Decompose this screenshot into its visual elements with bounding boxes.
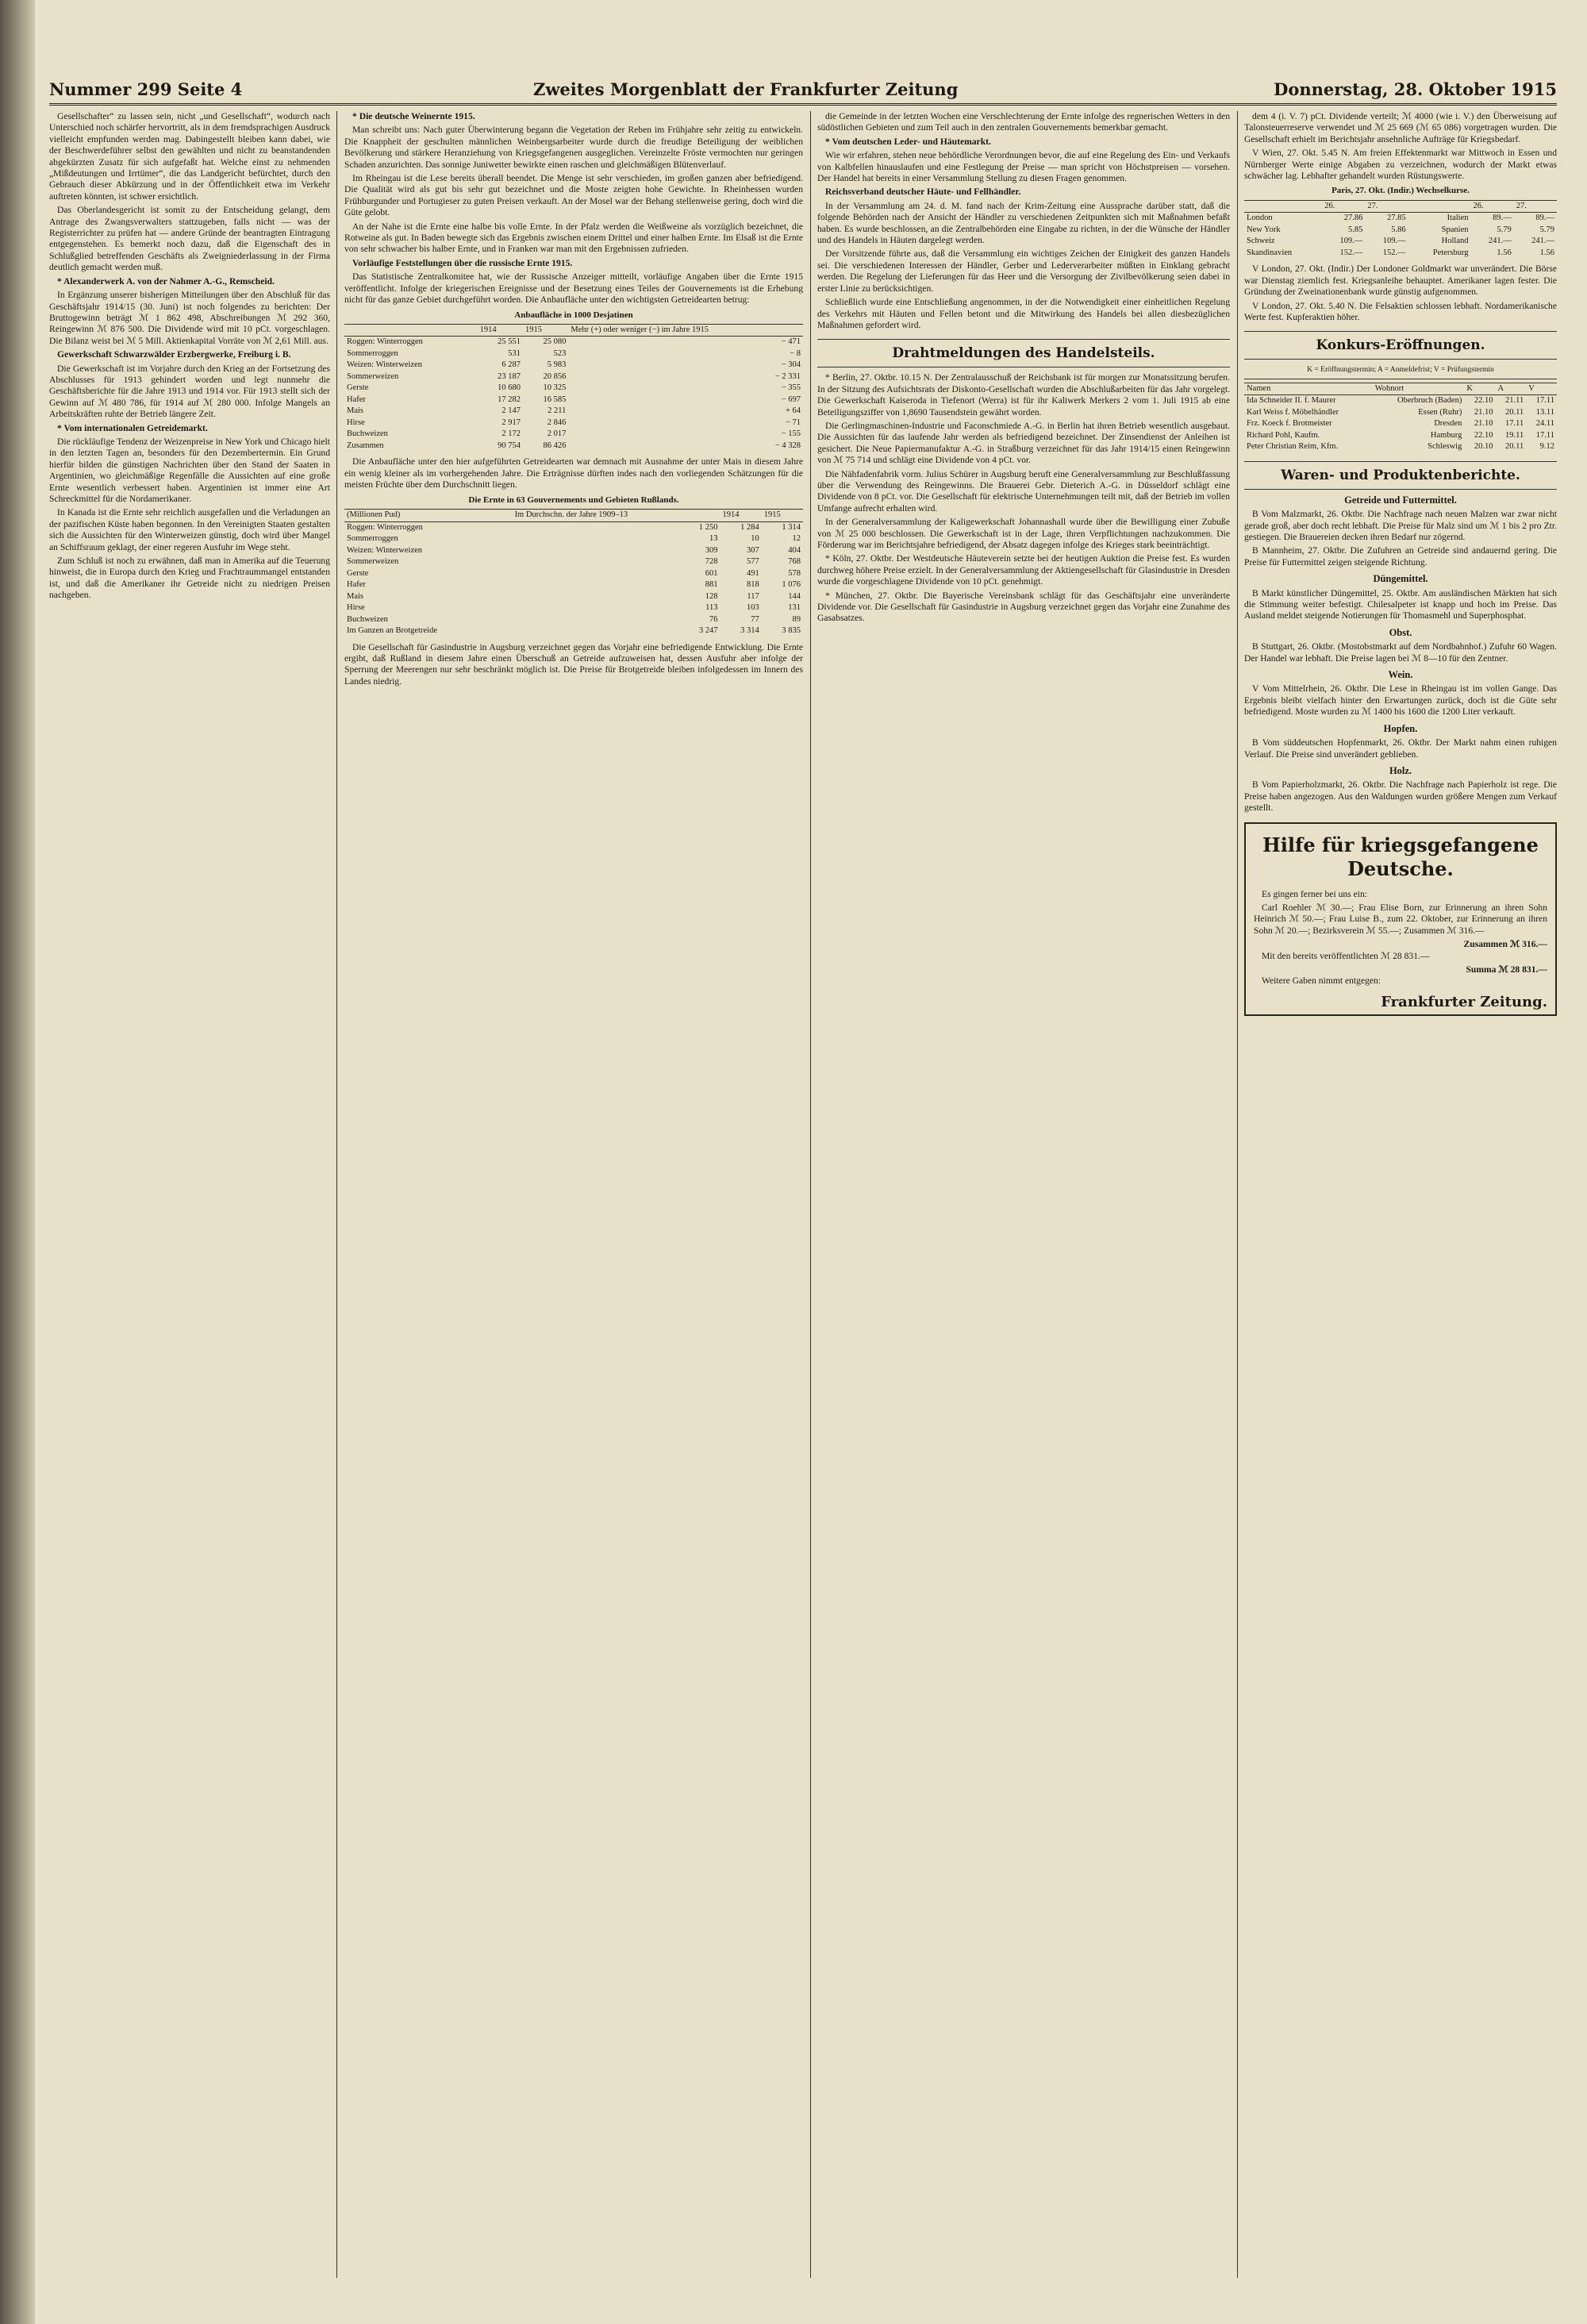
issue-number: Nummer 299 Seite 4: [49, 79, 243, 99]
table-row: [344, 406, 803, 417]
table-cell: 241.—: [1531, 237, 1554, 246]
article-paragraph: Die Gewerkschaft ist im Vorjahre durch den Krieg an der Fortsetzung des Abschlusses für 1913 gehindert worden und legt nunmehr die Geschäftsberichte für die Jahre 1913 und 1914 vor. Für 1913 stellt sich der Gewinn auf ℳ 480 786, für 1914 auf ℳ 280 000. Infolge Mangels an Arbeitskräften ruhte der Betrieb längere Zeit.: [49, 363, 330, 420]
donation-note: Weitere Gaben nimmt entgegen:: [1262, 975, 1381, 987]
table-cell: 89.—: [1535, 214, 1554, 223]
table-header-cell: 26.: [1471, 200, 1514, 213]
article-heading: * Vom internationalen Getreidemarkt.: [57, 422, 208, 433]
table-header-cell: K: [1464, 383, 1495, 395]
table-cell: 128: [705, 591, 718, 601]
table-header-cell: 26.: [1322, 200, 1365, 213]
table-row: [344, 360, 803, 371]
table-cell: Mais: [347, 591, 363, 601]
donation-total: Summa ℳ 28 831.—: [1466, 964, 1547, 975]
table-row: [344, 625, 803, 637]
table-cell: Hirse: [347, 603, 365, 613]
table-row: [344, 348, 803, 360]
table-cell: 3 835: [782, 626, 801, 636]
table-row: [344, 394, 803, 406]
table-cell: 103: [747, 603, 759, 613]
table-cell: 131: [788, 603, 801, 613]
table-cell: 144: [788, 591, 801, 601]
subsection-heading: Düngemittel.: [1373, 573, 1428, 585]
section-heading: Drahtmeldungen des Handelsteils.: [817, 339, 1230, 367]
table-cell: Buchweizen: [347, 429, 388, 439]
table-cell: 21.11: [1505, 396, 1524, 406]
table-cell: Gerste: [347, 568, 369, 578]
table-cell: 531: [508, 348, 521, 358]
table-cell: − 155: [781, 429, 801, 439]
table-cell: 2 147: [501, 406, 521, 416]
article-paragraph: Die Gerlingmaschinen-Industrie und Faconschmiede A.-G. in Berlin hat ihren Betrieb wesentlich ausgebaut. Die Aussichten für das laufende Jahr werden als befriedigend bezeichnet. Der Zinsendienst der Anleihen ist gesichert. Die Neue Papiermanufaktur A.-G. in Straßburg verzeichnet für das Jahr 1914/15 einen Reingewinn von ℳ 75 714 und schlägt eine Dividende von 4 pCt. vor.: [817, 420, 1230, 466]
newspaper-title: Zweites Morgenblatt der Frankfurter Zeitung: [533, 79, 959, 99]
table-cell: 1.56: [1539, 248, 1554, 257]
table-cell: 17.11: [1505, 419, 1524, 429]
column-rule: [336, 111, 337, 2278]
table-cell: 25 551: [498, 337, 521, 347]
table-header-row: [344, 510, 803, 522]
table-row: [344, 383, 803, 394]
table-title: Paris, 27. Okt. (Indir.) Wechselkurse.: [1331, 186, 1470, 196]
table-cell: 404: [788, 545, 801, 555]
table-cell: 90 754: [498, 441, 521, 450]
table-cell: 22.10: [1474, 430, 1493, 440]
column-4: [1244, 111, 1557, 2278]
table-cell: Spanien: [1441, 225, 1469, 234]
table-cell: 19.11: [1505, 430, 1524, 440]
table-cell: + 64: [785, 406, 801, 416]
table-cell: 5.86: [1391, 225, 1406, 234]
table-cell: Hafer: [347, 394, 366, 404]
table-header-cell: Mehr (+) oder weniger (−) im Jahre 1915: [568, 324, 803, 337]
table-cell: 109.—: [1339, 237, 1363, 246]
article-paragraph: V Vom Mittelrhein, 26. Oktbr. Die Lese in Rheingau ist im vollen Gange. Das Ergebnis bleibt vielfach hinter den Erwartungen zurück, doch ist die Güte sehr befriedigend. Moste wurden zu ℳ 1400 bis 1600 die 1200 Liter verkauft.: [1244, 683, 1557, 718]
table-row: [344, 521, 803, 533]
table-cell: Weizen: Winterweizen: [347, 360, 423, 370]
table-cell: Oberbruch (Baden): [1397, 396, 1462, 406]
table-cell: 22.10: [1474, 396, 1493, 406]
article-paragraph: Der Vorsitzende führte aus, daß die Versammlung ein wichtiges Zeichen der Einigkeit des ganzen Handels sei. Die verschiedenen Interessen der Händler, Gerber und Lederverarbeiter müßten in Einklang gebracht werden. Die Regelung der Lieferungen für das Heer und die Versorgung der Zivilbevölkerung seien dabei in erster Linie zu berücksichtigen.: [817, 248, 1230, 294]
article-paragraph: Man schreibt uns: Nach guter Überwinterung begann die Vegetation der Reben im Frühjahre sehr zeitig zu entwickeln. Die Knappheit der geschulten männlichen Weinbergsarbeiter wurde durch die freudige Beteiligung der weiblichen Bevölkerung und stärkere Heranziehung von Kriegsgefangenen ausgeglichen. Vereinzelte Fröste vermochten nur geringen Schaden anzurichten. Das sonnige Juniwetter bewirkte einen raschen und gleichmäßigen Blütenverlauf.: [344, 125, 803, 170]
table-row: [344, 429, 803, 441]
donation-subtotal: Zusammen ℳ 316.—: [1463, 939, 1547, 950]
table-cell: 241.—: [1488, 237, 1512, 246]
table-cell: 2 172: [501, 429, 521, 439]
table-cell: 10: [751, 534, 759, 544]
table-cell: Sommerroggen: [347, 348, 398, 358]
table-cell: Gerste: [347, 383, 369, 393]
table-row: [1244, 395, 1557, 407]
article-heading: * Die deutsche Weinernte 1915.: [352, 111, 475, 121]
table-cell: 818: [747, 580, 759, 590]
table-row: [344, 568, 803, 580]
table-cell: 17.11: [1535, 396, 1554, 406]
table-cell: Sommerweizen: [347, 371, 399, 381]
subsection-heading: Wein.: [1388, 669, 1413, 681]
table-cell: 491: [747, 568, 759, 578]
table-header-cell: 27.: [1365, 200, 1408, 213]
article-paragraph: In der Generalversammlung der Kaligewerkschaft Johannashall wurde über die Bewilligung einer Zubuße von ℳ 25 000 beschlossen. Die Gewerkschaft ist in der Lage, ihren Verpflichtungen nachzukommen. Die Förderung war im Berichtsjahre befriedigend, der Absatz dagegen infolge des Krieges stark beeinträchtigt.: [817, 517, 1230, 550]
table-row: [344, 371, 803, 383]
table-row: [344, 591, 803, 603]
column-rule: [1237, 111, 1238, 2278]
column-1: [49, 111, 330, 2278]
table-cell: 728: [705, 557, 718, 567]
article-paragraph: B Vom Papierholzmarkt, 26. Oktbr. Die Nachfrage nach Papierholz ist rege. Die Preise haben angezogen. Aus den Waldungen wurden größere Mengen zum Verkauf gestellt.: [1244, 779, 1557, 814]
article-paragraph: * Köln, 27. Oktbr. Der Westdeutsche Häuteverein setzte bei der heutigen Auktion die Preise fest. Es wurden durchweg höhere Preise erzielt. In der Generalversammlung der Aktiengesellschaft für Glasindustrie in Dresden wurde die vorgeschlagene Dividende von 10 pCt. genehmigt.: [817, 553, 1230, 587]
table-cell: Weizen: Winterweizen: [347, 545, 423, 555]
table-cell: Richard Pohl, Kaufm.: [1247, 430, 1320, 440]
subsection-heading: Obst.: [1389, 626, 1412, 638]
table-cell: 307: [747, 545, 759, 555]
table-cell: 13.11: [1535, 407, 1554, 417]
table-header-cell: [1244, 200, 1322, 213]
subsection-heading: Holz.: [1389, 764, 1412, 776]
table-cell: 24.11: [1535, 419, 1554, 429]
section-heading: Konkurs-Eröffnungen.: [1244, 331, 1557, 360]
table-title: Anbaufläche in 1000 Desjatinen: [514, 310, 633, 320]
table-cell: 1 314: [782, 522, 801, 532]
table-cell: − 71: [785, 417, 801, 427]
table-cell: 1 250: [698, 522, 718, 532]
article-heading: Reichsverband deutscher Häute- und Fellhändler.: [825, 187, 1021, 198]
column-rule: [810, 111, 811, 2278]
exchange-rates-table: [1244, 200, 1557, 260]
table-cell: 89.—: [1493, 214, 1512, 223]
table-cell: 1.56: [1497, 248, 1512, 257]
table-cell: 117: [747, 591, 759, 601]
subsection-heading: Hopfen.: [1383, 722, 1418, 734]
table-cell: 2 017: [547, 429, 567, 439]
table-cell: Skandinavien: [1247, 248, 1293, 257]
table-cell: 601: [705, 568, 718, 578]
article-paragraph: Gesellschafter“ zu lassen sein, nicht „und Gesellschaft“, wodurch nach Unterschied noch schärfer hervortritt, als in dem fremdsprachigen Ausdruck vielleicht empfunden werden mag. Dabingestellt bleiben kann dabei, wie der Beschwerdeführer selbst den gewählten und nicht zu beanstandenden abgekürzten Zusatz für sich aufgefaßt hat. Welche einst zu nehmenden „Mißdeutungen und Irrtümer“, die das Landgericht befürchtet, durch den Gebrauch dieser Abkürzung und in der Öffentlichkeit etwa im Verkehr auftreten könnten, ist schwer ersichtlich.: [49, 111, 330, 202]
table-row: [344, 545, 803, 557]
table-row: [1244, 430, 1557, 442]
table-cell: 6 287: [501, 360, 521, 370]
issue-date: Donnerstag, 28. Oktober 1915: [1274, 79, 1557, 99]
article-paragraph: * Berlin, 27. Oktbr. 10.15 N. Der Zentralausschuß der Reichsbank ist für morgen zur Monatssitzung berufen. In der Sitzung des Aufsichtsrats der Diskonto-Gesellschaft wurden die Abschlußarbeiten für das Jahr vorgelegt. Die Gewerkschaft Kaiseroda in Tiefenort (Werra) ist für ihr Kaliwerk Merkers 2 vom 1. Juli 1915 ab eine Beteiligungsziffer von 1,8690 Tausendstein gewährt worden.: [817, 372, 1230, 417]
table-header-cell: Wohnort: [1373, 383, 1465, 395]
table-cell: 10 680: [498, 383, 521, 393]
bankruptcy-table: [1244, 383, 1557, 453]
table-cell: − 471: [781, 337, 801, 347]
table-cell: Ida Schneider II. f. Maurer: [1247, 396, 1336, 406]
table-cell: London: [1247, 214, 1273, 223]
article-paragraph: B Markt künstlicher Düngemittel, 25. Oktbr. Am ausländischen Märkten hat sich die Stimmung weiter befestigt. Chilesalpeter ist knapp und hoch im Preise. Das Ausland meldet steigende Notierungen für Thomasmehl und Superphosphat.: [1244, 587, 1557, 621]
table-cell: 109.—: [1382, 237, 1406, 246]
table-row: [344, 579, 803, 591]
table-cell: Dresden: [1434, 419, 1462, 429]
table-row: [1244, 418, 1557, 430]
table-cell: 5 983: [547, 360, 567, 370]
table-header-cell: 1914: [720, 510, 762, 522]
table-row: [344, 441, 803, 452]
table-header-cell: 1915: [762, 510, 803, 522]
table-row: [1244, 236, 1557, 248]
data-table: [344, 324, 803, 452]
table-cell: Schweiz: [1247, 237, 1275, 246]
table-header-cell: 1915: [523, 324, 568, 337]
table-cell: 27.85: [1387, 214, 1406, 223]
table-row: [1244, 407, 1557, 419]
table-cell: 578: [788, 568, 801, 578]
table-header-cell: [1408, 200, 1471, 213]
table-cell: 5.79: [1497, 225, 1512, 234]
article-paragraph: In Kanada ist die Ernte sehr reichlich ausgefallen und die Verladungen an der pazifischen Küste haben begonnen. In den Vereinigten Staaten gestalten sich die Aussichten für den Winterweizen günstig, doch wird über Mangel an Schiffsraum geklagt, der einer regeren Ausfuhr im Wege steht.: [49, 507, 330, 552]
table-cell: Im Ganzen an Brotgetreide: [347, 626, 437, 636]
table-cell: − 4 328: [774, 441, 801, 450]
article-paragraph: B Vom Malzmarkt, 26. Oktbr. Die Nachfrage nach neuen Malzen war zwar nicht gerade groß, aber doch recht lebhaft. Die Preise für Malz sind um ℳ 1 bis 2 pro Ztr. gestiegen. Die Brauereien decken ihren Bedarf nur zögernd.: [1244, 509, 1557, 542]
table-cell: New York: [1247, 225, 1281, 234]
table-cell: 523: [553, 348, 567, 358]
table-cell: 12: [792, 534, 801, 544]
table-header-cell: (Millionen Pud): [344, 510, 513, 522]
article-heading: Gewerkschaft Schwarzwälder Erzbergwerke, Freiburg i. B.: [57, 349, 291, 360]
table-cell: 20 856: [543, 371, 567, 381]
table-row: [344, 417, 803, 429]
table-cell: Sommerroggen: [347, 534, 398, 544]
table-cell: 76: [709, 614, 718, 624]
column-3: [817, 111, 1230, 2278]
table-cell: 16 585: [543, 394, 567, 404]
table-cell: Mais: [347, 406, 363, 416]
article-paragraph: Die Gesellschaft für Gasindustrie in Augsburg verzeichnet gegen das Vorjahr eine befriedigende Entwicklung. Die Ernte ergibt, daß Rußland in diesem Jahre einen Überschuß an Getreide aufzuweisen hat, dessen Ausfuhr aber infolge der Sperrung der Meerengen nur sehr beschränkt möglich ist. Die Preise für Brotgetreide bleiben infolgedessen im Innern des Landes niedrig.: [344, 641, 803, 687]
article-paragraph: In der Versammlung am 24. d. M. fand nach der Krim-Zeitung eine Aussprache darüber statt, daß die folgende Behörden nach der Ansicht der Händler zu verschiedenen Zeitpunkten sich mit Maßnahmen befaßt haben. Es wurde beschlossen, an die Zentralbehörden eine Eingabe zu richten, in der die Wünsche der Händler und des Handels in Häuten dargelegt werden.: [817, 200, 1230, 246]
table-cell: 10 325: [543, 383, 567, 393]
table-cell: 21.10: [1474, 407, 1493, 417]
table-cell: Essen (Ruhr): [1418, 407, 1462, 417]
table-cell: 3 314: [740, 626, 759, 636]
table-row: [344, 337, 803, 348]
table-header-cell: Namen: [1244, 383, 1373, 395]
donation-intro: Es gingen ferner bei uns ein:: [1262, 888, 1367, 899]
table-cell: 113: [705, 603, 718, 613]
table-cell: 5.85: [1348, 225, 1363, 234]
table-row: [1244, 248, 1557, 260]
article-heading: * Alexanderwerk A. von der Nahmer A.-G., Remscheid.: [57, 275, 275, 287]
table-cell: Zusammen: [347, 441, 384, 450]
table-cell: 17 282: [498, 394, 521, 404]
subsection-heading: Getreide und Futtermittel.: [1344, 494, 1457, 506]
table-header-row: [344, 324, 803, 337]
article-paragraph: V London, 27. Okt. 5.40 N. Die Felsaktien schlossen lebhaft. Nordamerikanische Werte fest. Kupferaktien höher.: [1244, 300, 1557, 322]
table-row: [1244, 225, 1557, 237]
article-paragraph: Das Oberlandesgericht ist somit zu der Entscheidung gelangt, dem Antrage des Zwangsverwalters stattzugeben, falls nicht — was der Registerrichter zu prüfen hat — andere Gründe der beantragten Eintragung entgegenstehen. Es bemerkt noch dazu, daß die Eigenschaft des in Schlußglied betreffenden Geschäfts als Zweigniederlassung in der Firma deutlich gemacht werden muß.: [49, 205, 330, 273]
article-paragraph: V Wien, 27. Okt. 5.45 N. Am freien Effektenmarkt war Mittwoch in Essen und Nürnberger Werte einige Abgaben zu verzeichnen, wodurch der Markt etwas schwächer lag. Lebhafter gehandelt wurden Rüstungswerte.: [1244, 148, 1557, 182]
table-cell: 1 284: [740, 522, 759, 532]
table-cell: Roggen: Winterroggen: [347, 337, 423, 347]
table-row: [344, 602, 803, 614]
table-cell: 5.79: [1539, 225, 1554, 234]
table-row: [1244, 213, 1557, 225]
table-cell: Peter Christian Reim, Kfm.: [1247, 442, 1339, 452]
table-cell: 27.86: [1343, 214, 1363, 223]
article-heading: Vorläufige Feststellungen über die russische Ernte 1915.: [352, 257, 573, 268]
table-cell: Petersburg: [1432, 248, 1469, 257]
table-header-cell: 1914: [478, 324, 523, 337]
article-paragraph: Die Nähfadenfabrik vorm. Julius Schürer in Augsburg beruft eine Generalversammlung zur Beschlußfassung über die Verwendung des Reingewinns. Die Brauerei Gebr. Dieterich A.-G. in Düsseldorf schlägt eine Dividende von 8 pCt. vor. Die Gesellschaft für elektrische Unternehmungen teilt mit, daß der Betrieb im vollen Umfange aufrecht erhalten wird.: [817, 468, 1230, 514]
table-cell: Sommerweizen: [347, 557, 399, 567]
table-cell: Buchweizen: [347, 614, 388, 624]
table-cell: Schleswig: [1428, 442, 1462, 452]
table-cell: 9.12: [1539, 442, 1554, 452]
table-cell: 3 247: [698, 626, 718, 636]
table-header-cell: [344, 324, 478, 337]
table-cell: 881: [705, 580, 718, 590]
table-header-cell: Im Durchschn. der Jahre 1909–13: [513, 510, 720, 522]
article-paragraph: Zum Schluß ist noch zu erwähnen, daß man in Amerika auf die Teuerung hinweist, die in Europa durch den Krieg und Frachtraummangel entstanden ist, und daß die Amerikaner ihr Getreide nicht zu niedrigen Preisen nachgeben.: [49, 556, 330, 601]
article-paragraph: Die Anbaufläche unter den hier aufgeführten Getreidearten war demnach mit Ausnahme der unter Mais in diesem Jahre ein wenig kleiner als im vorhergehenden Jahre. Die Erträgnisse dürften indes nach den vorliegenden Schätzungen für die meisten Früchte über dem Durchschnitt liegen.: [344, 456, 803, 491]
table-cell: Hirse: [347, 417, 365, 427]
table-cell: 309: [705, 545, 718, 555]
table-cell: 768: [788, 557, 801, 567]
article-paragraph: Schließlich wurde eine Entschließung angenommen, in der die Notwendigkeit einer einheitlichen Regelung des Verkehrs mit Häuten und Fellen betont und die Mitwirkung des Handels bei allen diesbezüglichen Maßnahmen gefordert wird.: [817, 297, 1230, 330]
table-cell: 25 080: [543, 337, 567, 347]
table-header-row: [1244, 200, 1557, 213]
table-cell: 152.—: [1339, 248, 1363, 257]
table-legend: K = Eröffnungstermin; A = Anmeldefrist; V = Prüfungstermin: [1244, 364, 1557, 379]
table-header-row: [1244, 383, 1557, 395]
article-paragraph: die Gemeinde in der letzten Wochen eine Verschlechterung der Ernte infolge des regnerischen Wetters in den südöstlichen Gebieten und zum Teil auch in den zentralen Gouvernements bemerkbar gemacht.: [817, 111, 1230, 133]
article-heading: * Vom deutschen Leder- und Häutemarkt.: [825, 136, 991, 147]
table-cell: Hafer: [347, 580, 366, 590]
column-2: [344, 111, 803, 2278]
data-table: [344, 509, 803, 637]
donation-box: [1244, 822, 1557, 1017]
article-paragraph: V London, 27. Okt. (Indir.) Der Londoner Goldmarkt war unverändert. Die Börse war Dienstag ziemlich fest. Kriegsanleihe behauptet. Amerikaner lagen fester. Die Gründung der Zweinationenbank wurde günstig aufgenommen.: [1244, 264, 1557, 298]
table-cell: − 8: [790, 348, 801, 358]
page-binding-edge: [0, 0, 35, 2324]
table-row: [1244, 441, 1557, 453]
table-row: [344, 614, 803, 626]
table-cell: − 355: [781, 383, 801, 393]
table-cell: 2 211: [548, 406, 567, 416]
table-cell: 86 426: [543, 441, 567, 450]
table-cell: Hamburg: [1430, 430, 1462, 440]
table-cell: − 2 331: [774, 371, 801, 381]
table-header-cell: A: [1496, 383, 1527, 395]
table-cell: Roggen: Winterroggen: [347, 522, 423, 532]
table-title: Die Ernte in 63 Gouvernements und Gebieten Rußlands.: [468, 494, 679, 505]
table-cell: Frz. Koeck f. Brotmeister: [1247, 419, 1332, 429]
table-header-cell: V: [1526, 383, 1557, 395]
table-cell: 1 076: [782, 580, 801, 590]
table-cell: Karl Weiss f. Möbelhändler: [1247, 407, 1339, 417]
table-row: [344, 533, 803, 545]
publisher-signature: Frankfurter Zeitung.: [1381, 993, 1547, 1010]
article-paragraph: B Vom süddeutschen Hopfenmarkt, 26. Oktbr. Der Markt nahm einen ruhigen Verlauf. Die Preise sind unverändert geblieben.: [1244, 737, 1557, 760]
article-paragraph: * München, 27. Oktbr. Die Bayerische Vereinsbank schlägt für das Geschäftsjahr eine unveränderte Dividende vor. Die Gesellschaft für Gasindustrie in Augsburg verzeichnet gegen das Vorjahr eine Zunahme des Gasabsatzes.: [817, 590, 1230, 624]
table-cell: Holland: [1441, 237, 1469, 246]
table-cell: 20.11: [1505, 407, 1524, 417]
article-paragraph: In Ergänzung unserer bisherigen Mitteilungen über den Abschluß für das Geschäftsjahr 1914/15 (30. Juni) ist noch folgendes zu berichten: Der Bruttogewinn beträgt ℳ 1 862 498, Abschreibungen ℳ 292 360, Reingewinn ℳ 876 500. Die Dividende wird mit 10 pCt. vorgeschlagen. Die Bilanz weist bei ℳ 5 Mill. Aktienkapital Vorräte von ℳ 2,61 Mill. aus.: [49, 290, 330, 346]
article-paragraph: B Mannheim, 27. Oktbr. Die Zufuhren an Getreide sind andauernd gering. Die Preise für Futtermittel zeigen steigende Richtung.: [1244, 545, 1557, 568]
table-cell: 152.—: [1382, 248, 1406, 257]
article-paragraph: Das Statistische Zentralkomitee hat, wie der Russische Anzeiger mitteilt, vorläufige Angaben über die Ernte 1915 veröffentlicht. Infolge der kriegerischen Ereignisse und der Besetzung eines Teiles der Gouvernements ist die Erhebung nicht für das ganze Gebiet durchgeführt worden. Die Anbaufläche unter den wichtigsten Getreidearten betrug:: [344, 271, 803, 306]
table-cell: 13: [709, 534, 718, 544]
table-cell: − 697: [781, 394, 801, 404]
table-cell: 23 187: [498, 371, 521, 381]
donation-list: Carl Roehler ℳ 30.—; Frau Elise Born, zur Erinnerung an ihren Sohn Heinrich ℳ 50.—; Frau Luise B., zum 22. Oktober, zur Erinnerung an ihren Sohn ℳ 20.—; Bezirksverein ℳ 55.—; Zusammen ℳ 316.—: [1254, 902, 1547, 936]
table-cell: 2 846: [547, 417, 567, 427]
article-paragraph: Im Rheingau ist die Lese bereits überall beendet. Die Menge ist sehr verschieden, im großen ganzen aber befriedigend. Die Qualität wird als gut bis sehr gut bezeichnet und die Moste zeigten hohe Gewichte. In Rheinhessen wurden Frühburgunder und Portugieser zu guten Preisen verkauft. An der Mosel war der Behang stellenweise gering, doch wird die Güte gelobt.: [344, 173, 803, 218]
section-heading: Waren- und Produktenberichte.: [1244, 461, 1557, 490]
article-paragraph: Wie wir erfahren, stehen neue behördliche Verordnungen bevor, die auf eine Regelung des Ein- und Verkaufs von Kalbfellen hinauslaufen und eine Festlegung der Preise — man spricht von Höchstpreisen — vorsehen. Der Handel hat bereits in einer Versammlung Stellung zu diesen Fragen genommen.: [817, 150, 1230, 184]
table-cell: 21.10: [1474, 419, 1493, 429]
article-paragraph: dem 4 (i. V. 7) pCt. Dividende verteilt; ℳ 4000 (wie i. V.) den Überweisung auf Talonsteuerreserve verwendet und ℳ 25 669 (ℳ 65 086) vorgetragen wurden. Die Gesellschaft erhielt im Berichtsjahr ansehnliche Aufträge für Kriegsbedarf.: [1244, 111, 1557, 144]
table-cell: 17.11: [1535, 430, 1554, 440]
table-cell: 577: [747, 557, 759, 567]
table-cell: 89: [792, 614, 801, 624]
article-paragraph: B Stuttgart, 26. Oktbr. (Mostobstmarkt auf dem Nordbahnhof.) Zufuhr 60 Wagen. Der Handel war lebhaft. Die Preise lagen bei ℳ 8—10 für den Zentner.: [1244, 641, 1557, 664]
table-cell: 20.10: [1474, 442, 1493, 452]
table-cell: 77: [751, 614, 759, 624]
donation-title: Hilfe für kriegsgefangene Deutsche.: [1262, 833, 1539, 880]
table-cell: 20.11: [1505, 442, 1524, 452]
page-header: [49, 76, 1557, 106]
article-paragraph: Die rückläufige Tendenz der Weizenpreise in New York und Chicago hielt in den letzten Tagen an, besonders für den Dezembertermin. Ein Grund hierfür bilden die günstigen Nachrichten über den Stand der Saaten in Argentinien, wo gleichmäßige Regenfälle die Aussichten auf eine große Ernte wesentlich verbessert haben. Argentinien ist immer eine Art Schreckmittel für die Nordamerikaner.: [49, 436, 330, 504]
article-paragraph: An der Nahe ist die Ernte eine halbe bis volle Ernte. In der Pfalz werden die Weißweine als vorzüglich bezeichnet, die Rotweine als gut. In Baden bewegte sich das Ergebnis zwischen einem Drittel und einer halben Ernte. Im Elsaß ist die Ernte von sehr schwacher bis halber Ernte, und in Franken war man mit den Ergebnissen zufrieden.: [344, 221, 803, 255]
table-cell: − 304: [781, 360, 801, 370]
table-row: [344, 556, 803, 568]
table-cell: 2 917: [501, 417, 521, 427]
donation-previous: Mit den bereits veröffentlichten ℳ 28 831.—: [1262, 950, 1430, 961]
table-cell: Italien: [1447, 214, 1469, 223]
table-header-cell: 27.: [1514, 200, 1557, 213]
